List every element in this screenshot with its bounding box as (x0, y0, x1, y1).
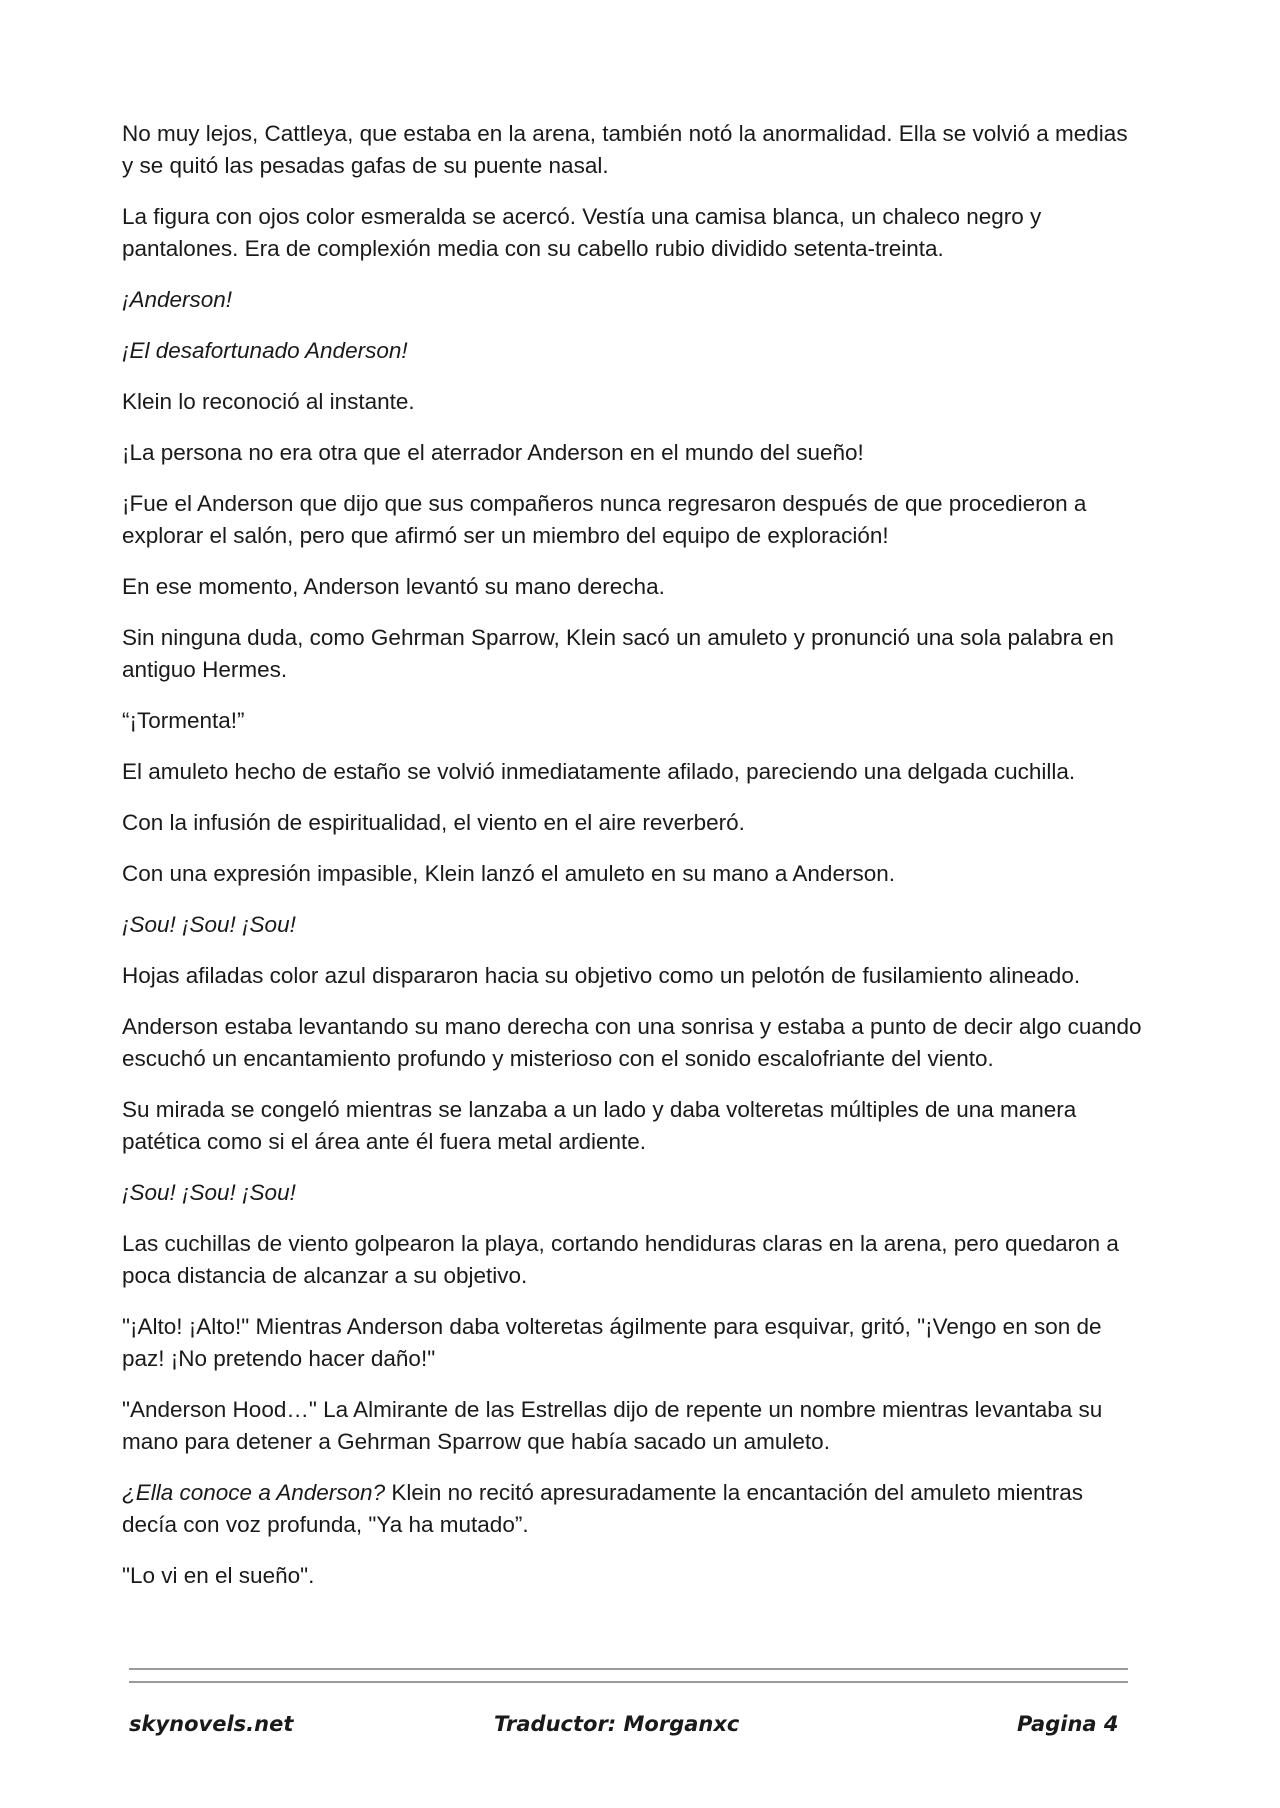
paragraph: Con una expresión impasible, Klein lanzó el amuleto en su mano a Anderson. (122, 861, 895, 886)
paragraph: Hojas afiladas color azul dispararon hacia su objetivo como un pelotón de fusilamiento alineado. (122, 963, 1081, 988)
paragraph: Anderson estaba levantando su mano derecha con una sonrisa y estaba a punto de decir algo cuando escuchó un encantamiento profundo y misterioso con el sonido escalofriante del viento. (122, 1014, 1142, 1071)
paragraph: La figura con ojos color esmeralda se acercó. Vestía una camisa blanca, un chaleco negro y pantalones. Era de complexión media con su cabello rubio dividido setenta-treinta. (122, 204, 1042, 261)
paragraph: En ese momento, Anderson levantó su mano derecha. (122, 574, 665, 599)
paragraph: Las cuchillas de viento golpearon la playa, cortando hendiduras claras en la arena, pero quedaron a poca distancia de alcanzar a su objetivo. (122, 1231, 1119, 1288)
footer-page-number: Pagina 4 (1017, 1712, 1119, 1736)
paragraph-italic: ¡Sou! ¡Sou! ¡Sou! (122, 1180, 296, 1205)
paragraph-mixed (122, 1477, 1142, 1541)
footer-divider-top (129, 1668, 1128, 1670)
paragraph-italic: ¡Sou! ¡Sou! ¡Sou! (122, 912, 296, 937)
page-body (122, 118, 1142, 1611)
paragraph: Su mirada se congeló mientras se lanzaba a un lado y daba volteretas múltiples de una manera patética como si el área ante él fuera metal ardiente. (122, 1097, 1077, 1154)
paragraph: No muy lejos, Cattleya, que estaba en la arena, también notó la anormalidad. Ella se volvió a medias y se quitó las pesadas gafas de su puente nasal. (122, 121, 1128, 178)
paragraph-text: Klein no recitó apresuradamente la encantación del amuleto mientras decía con voz profunda, "Ya ha mutado”. (122, 1480, 1084, 1537)
paragraph: Sin ninguna duda, como Gehrman Sparrow, Klein sacó un amuleto y pronunció una sola palabra en antiguo Hermes. (122, 625, 1114, 682)
footer-site: skynovels.net (129, 1712, 294, 1736)
paragraph-italic: ¡Anderson! (122, 287, 233, 312)
paragraph: Con la infusión de espiritualidad, el viento en el aire reverberó. (122, 810, 745, 835)
paragraph: ¡La persona no era otra que el aterrador Anderson en el mundo del sueño! (122, 440, 864, 465)
page-footer (0, 1712, 1280, 1748)
footer-divider-bottom (129, 1681, 1128, 1683)
paragraph: Klein lo reconoció al instante. (122, 389, 415, 414)
paragraph: "Anderson Hood…" La Almirante de las Estrellas dijo de repente un nombre mientras levantaba su mano para detener a Gehrman Sparrow que había sacado un amuleto. (122, 1397, 1103, 1454)
paragraph: "Lo vi en el sueño". (122, 1563, 315, 1588)
paragraph-italic: ¡El desafortunado Anderson! (122, 338, 408, 363)
paragraph: "¡Alto! ¡Alto!" Mientras Anderson daba volteretas ágilmente para esquivar, gritó, "¡Vengo en son de paz! ¡No pretendo hacer daño!" (122, 1314, 1102, 1371)
footer-translator: Traductor: Morganxc (494, 1712, 740, 1736)
paragraph: “¡Tormenta!” (122, 708, 245, 733)
paragraph: ¡Fue el Anderson que dijo que sus compañeros nunca regresaron después de que procedieron a explorar el salón, pero que afirmó ser un miembro del equipo de exploración! (122, 491, 1087, 548)
italic-thought: ¿Ella conoce a Anderson? (122, 1480, 386, 1505)
paragraph: El amuleto hecho de estaño se volvió inmediatamente afilado, pareciendo una delgada cuchilla. (122, 759, 1076, 784)
